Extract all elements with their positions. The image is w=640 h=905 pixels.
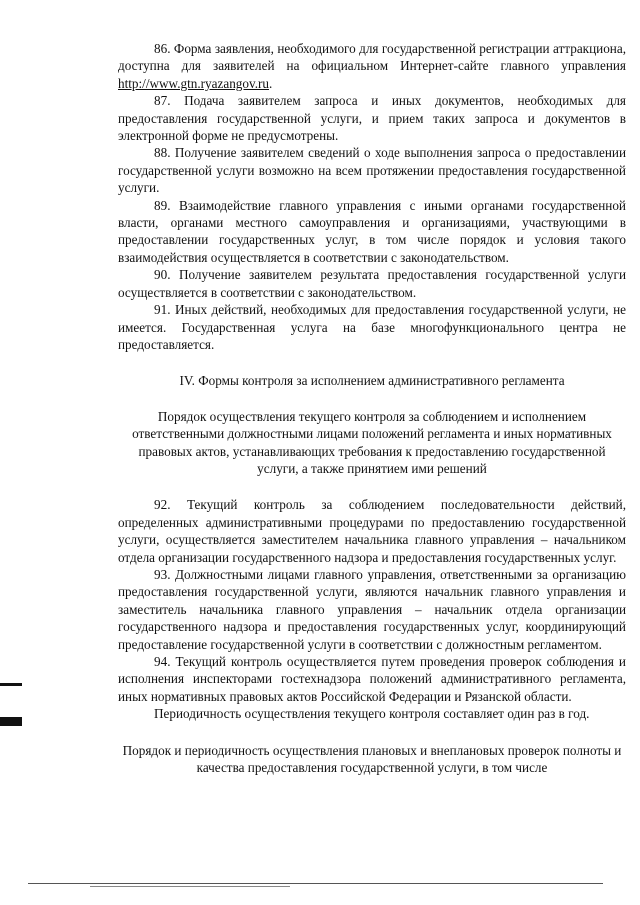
- paragraph-87: 87. Подача заявителем запроса и иных документов, необходимых для предоставления государственной услуги, и прием таких запроса и документов в электронной форме не предусмотрены.: [118, 93, 626, 144]
- paragraph-86-end: .: [269, 75, 273, 91]
- paragraph-86: [118, 40, 626, 92]
- scan-margin-mark: [0, 683, 22, 686]
- document-page: [118, 40, 626, 776]
- page-bottom-rule: [28, 883, 603, 884]
- sub-heading-inspections: Порядок и периодичность осуществления плановых и внеплановых проверок полноты и качества предоставления государственной услуги, в том числе: [122, 742, 622, 776]
- paragraph-periodicity: Периодичность осуществления текущего контроля составляет один раз в год.: [154, 706, 590, 722]
- paragraph-86-text: 86. Форма заявления, необходимого для государственной регистрации аттракциона, доступна для заявителей на официальном Интернет-сайте главного управления: [118, 41, 626, 74]
- paragraph-92: 92. Текущий контроль за соблюдением последовательности действий, определенных административными процедурами по предоставлению государственной услуги, осуществляется заместителем начальника главного управления – начальником отдела организации государственного надзора и предоставления государственных услуг.: [118, 497, 626, 565]
- paragraph-88: 88. Получение заявителем сведений о ходе выполнения запроса о предоставлении государственной услуги возможно на всем протяжении предоставления государственной услуги.: [118, 145, 626, 196]
- scan-margin-mark: [0, 717, 22, 726]
- section-4-title: IV. Формы контроля за исполнением административного регламента: [179, 373, 565, 389]
- paragraph-89: 89. Взаимодействие главного управления с иными органами государственной власти, органами местного самоуправления и организациями, участвующими в предоставлении государственных услуг, в том числе порядок и условия такого взаимодействия осуществляется в соответствии с законодательством.: [118, 197, 626, 265]
- paragraph-90: 90. Получение заявителем результата предоставления государственной услуги осуществляется в соответствии с законодательством.: [118, 267, 626, 300]
- paragraph-94: 94. Текущий контроль осуществляется путем проведения проверок соблюдения и исполнения инспекторами гостехнадзора положений административного регламента, иных нормативных правовых актов Российской Федерации и Рязанской области.: [118, 654, 626, 704]
- paragraph-93: 93. Должностными лицами главного управления, ответственными за организацию предоставления государственной услуги, являются начальник главного управления и заместитель начальника главного управления – начальник отдела организации государственного надзора и предоставления государственных услуг, координирующий предоставление государственной услуги в соответствии с должностным регламентом.: [118, 566, 626, 652]
- paragraph-91: 91. Иных действий, необходимых для предоставления государственной услуги, не имеется. Государственная услуга на базе многофункционального центра не предоставляется.: [118, 302, 626, 352]
- website-link[interactable]: http://www.gtn.ryazangov.ru: [118, 75, 270, 91]
- sub-heading-current-control: Порядок осуществления текущего контроля за соблюдением и исполнением ответственными должностными лицами положений регламента и иных нормативных правовых актов, устанавливающих требования к предоставлению государственной услуги, а также принятием ими решений: [132, 408, 612, 476]
- page-bottom-rule: [90, 886, 290, 887]
